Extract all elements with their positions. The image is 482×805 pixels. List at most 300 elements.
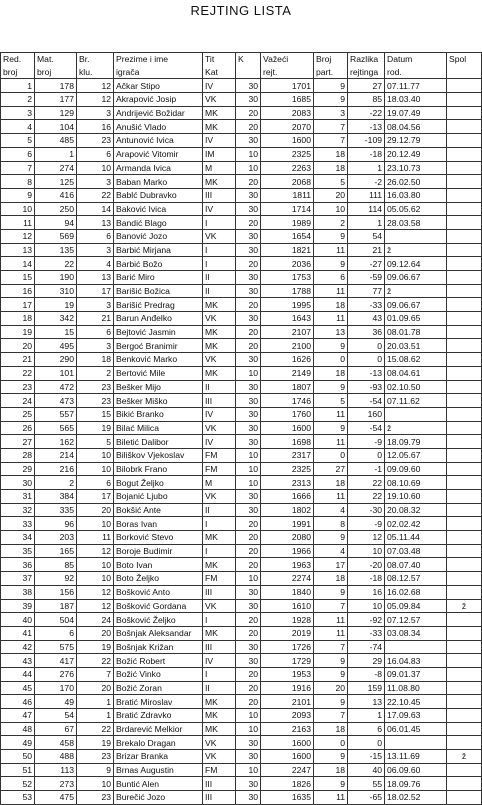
cell-broj-part: 18 xyxy=(314,147,348,161)
cell-razlika-rejtinga: -9 xyxy=(348,435,385,449)
cell-br-klu: 10 xyxy=(77,448,114,462)
cell-k: 10 xyxy=(236,722,261,736)
cell-spol xyxy=(447,257,482,271)
cell-mat-broj: 15 xyxy=(35,325,77,339)
cell-tit-kat: IV xyxy=(203,435,236,449)
cell-broj-part: 0 xyxy=(314,736,348,750)
cell-datum-rod: 20.12.49 xyxy=(385,147,447,161)
cell-mat-broj: 203 xyxy=(35,531,77,545)
header-k xyxy=(236,66,261,79)
cell-tit-kat: III xyxy=(203,777,236,791)
cell-razlika-rejtinga: 1 xyxy=(348,216,385,230)
cell-prezime-ime: Ačkar Stipo xyxy=(114,79,203,93)
table-row xyxy=(1,257,482,271)
cell-br-klu: 4 xyxy=(77,257,114,271)
cell-mat-broj: 335 xyxy=(35,503,77,517)
cell-datum-rod: 02.10.50 xyxy=(385,380,447,394)
cell-broj-part: 13 xyxy=(314,325,348,339)
cell-broj-part: 7 xyxy=(314,134,348,148)
header-razlika-rejtinga: rejtinga xyxy=(348,66,385,79)
cell-tit-kat: VK xyxy=(203,353,236,367)
cell-k: 30 xyxy=(236,750,261,764)
cell-broj-part: 17 xyxy=(314,558,348,572)
cell-vazeci-rejt: 1714 xyxy=(261,202,314,216)
cell-vazeci-rejt: 2019 xyxy=(261,626,314,640)
cell-tit-kat: MK xyxy=(203,106,236,120)
table-row xyxy=(1,366,482,380)
cell-vazeci-rejt: 2036 xyxy=(261,257,314,271)
page-title: REJTING LISTA xyxy=(190,3,292,18)
cell-vazeci-rejt: 1746 xyxy=(261,394,314,408)
cell-broj-part: 9 xyxy=(314,695,348,709)
cell-k: 30 xyxy=(236,421,261,435)
table-row xyxy=(1,531,482,545)
cell-spol xyxy=(447,93,482,107)
cell-k: 30 xyxy=(236,79,261,93)
cell-prezime-ime: Boto Ivan xyxy=(114,558,203,572)
cell-razlika-rejtinga: -74 xyxy=(348,640,385,654)
cell-datum-rod: 16.03.80 xyxy=(385,188,447,202)
cell-spol xyxy=(447,421,482,435)
cell-datum-rod: ž xyxy=(385,243,447,257)
cell-broj-part: 9 xyxy=(314,79,348,93)
cell-prezime-ime: Božić Zoran xyxy=(114,681,203,695)
cell-datum-rod: 19.10.60 xyxy=(385,490,447,504)
cell-tit-kat: MK xyxy=(203,722,236,736)
cell-br-klu: 20 xyxy=(77,626,114,640)
cell-razlika-rejtinga: 16 xyxy=(348,585,385,599)
cell-mat-broj: 177 xyxy=(35,93,77,107)
cell-broj-part: 4 xyxy=(314,503,348,517)
cell-br-klu: 3 xyxy=(77,175,114,189)
cell-vazeci-rejt: 1626 xyxy=(261,353,314,367)
cell-br-klu: 7 xyxy=(77,667,114,681)
cell-broj-part: 9 xyxy=(314,531,348,545)
cell-vazeci-rejt: 1698 xyxy=(261,435,314,449)
cell-mat-broj: 458 xyxy=(35,736,77,750)
cell-br-klu: 18 xyxy=(77,353,114,367)
cell-k: 10 xyxy=(236,366,261,380)
cell-mat-broj: 475 xyxy=(35,791,77,805)
table-row xyxy=(1,106,482,120)
cell-spol xyxy=(447,106,482,120)
cell-k: 20 xyxy=(236,298,261,312)
cell-vazeci-rejt: 1840 xyxy=(261,585,314,599)
cell-mat-broj: 190 xyxy=(35,271,77,285)
cell-mat-broj: 250 xyxy=(35,202,77,216)
cell-prezime-ime: Božić Robert xyxy=(114,654,203,668)
cell-tit-kat: III xyxy=(203,585,236,599)
cell-tit-kat: III xyxy=(203,640,236,654)
cell-vazeci-rejt: 2325 xyxy=(261,462,314,476)
cell-spol xyxy=(447,572,482,586)
cell-tit-kat: MK xyxy=(203,558,236,572)
cell-tit-kat: IV xyxy=(203,202,236,216)
cell-datum-rod: 08.07.40 xyxy=(385,558,447,572)
cell-br-klu: 6 xyxy=(77,229,114,243)
cell-razlika-rejtinga: 13 xyxy=(348,695,385,709)
cell-prezime-ime: Barišić Božica xyxy=(114,284,203,298)
cell-br-klu: 24 xyxy=(77,613,114,627)
cell-datum-rod: 02.02.42 xyxy=(385,517,447,531)
cell-tit-kat: IV xyxy=(203,134,236,148)
table-row xyxy=(1,448,482,462)
cell-prezime-ime: Borković Stevo xyxy=(114,531,203,545)
cell-mat-broj: 273 xyxy=(35,777,77,791)
cell-red-broj: 6 xyxy=(1,147,35,161)
cell-razlika-rejtinga: -93 xyxy=(348,380,385,394)
cell-spol xyxy=(447,353,482,367)
cell-red-broj: 10 xyxy=(1,202,35,216)
cell-red-broj: 30 xyxy=(1,476,35,490)
table-row xyxy=(1,462,482,476)
cell-k: 20 xyxy=(236,120,261,134)
cell-razlika-rejtinga: 0 xyxy=(348,448,385,462)
cell-red-broj: 9 xyxy=(1,188,35,202)
cell-broj-part: 18 xyxy=(314,298,348,312)
cell-red-broj: 20 xyxy=(1,339,35,353)
cell-mat-broj: 125 xyxy=(35,175,77,189)
cell-prezime-ime: Burečić Jozo xyxy=(114,791,203,805)
header-br-klu: klu. xyxy=(77,66,114,79)
cell-k: 20 xyxy=(236,613,261,627)
cell-broj-part: 10 xyxy=(314,202,348,216)
table-row xyxy=(1,585,482,599)
cell-tit-kat: VK xyxy=(203,599,236,613)
cell-vazeci-rejt: 2080 xyxy=(261,531,314,545)
cell-broj-part: 5 xyxy=(314,175,348,189)
cell-mat-broj: 1 xyxy=(35,147,77,161)
cell-broj-part: 18 xyxy=(314,476,348,490)
cell-br-klu: 20 xyxy=(77,503,114,517)
cell-k: 30 xyxy=(236,312,261,326)
cell-razlika-rejtinga: 77 xyxy=(348,284,385,298)
cell-prezime-ime: Bešker Mijo xyxy=(114,380,203,394)
cell-prezime-ime: Bilać Milica xyxy=(114,421,203,435)
cell-spol xyxy=(447,120,482,134)
cell-vazeci-rejt: 2163 xyxy=(261,722,314,736)
cell-mat-broj: 472 xyxy=(35,380,77,394)
cell-br-klu: 19 xyxy=(77,736,114,750)
cell-red-broj: 26 xyxy=(1,421,35,435)
cell-red-broj: 34 xyxy=(1,531,35,545)
table-row xyxy=(1,791,482,805)
cell-broj-part: 2 xyxy=(314,216,348,230)
header-red-broj: Red. xyxy=(1,53,35,66)
cell-br-klu: 23 xyxy=(77,750,114,764)
cell-mat-broj: 565 xyxy=(35,421,77,435)
cell-red-broj: 41 xyxy=(1,626,35,640)
cell-br-klu: 13 xyxy=(77,271,114,285)
cell-prezime-ime: Bablć Dubravko xyxy=(114,188,203,202)
cell-k: 30 xyxy=(236,353,261,367)
cell-prezime-ime: Barun Anđelko xyxy=(114,312,203,326)
cell-k: 10 xyxy=(236,763,261,777)
cell-razlika-rejtinga: 10 xyxy=(348,599,385,613)
cell-datum-rod: 20.03.51 xyxy=(385,339,447,353)
header-spol: Spol xyxy=(447,53,482,66)
cell-br-klu: 22 xyxy=(77,188,114,202)
cell-razlika-rejtinga: -13 xyxy=(348,366,385,380)
cell-vazeci-rejt: 1807 xyxy=(261,380,314,394)
cell-spol xyxy=(447,435,482,449)
cell-datum-rod: ž xyxy=(385,421,447,435)
cell-prezime-ime: Božić Vinko xyxy=(114,667,203,681)
cell-vazeci-rejt: 1991 xyxy=(261,517,314,531)
cell-k: 30 xyxy=(236,243,261,257)
cell-mat-broj: 384 xyxy=(35,490,77,504)
cell-k: 30 xyxy=(236,229,261,243)
cell-red-broj: 21 xyxy=(1,353,35,367)
cell-datum-rod: 08.04.56 xyxy=(385,120,447,134)
cell-prezime-ime: Armanda Ivica xyxy=(114,161,203,175)
cell-broj-part: 20 xyxy=(314,188,348,202)
table-row xyxy=(1,572,482,586)
cell-tit-kat: MK xyxy=(203,366,236,380)
cell-vazeci-rejt: 2317 xyxy=(261,448,314,462)
cell-red-broj: 51 xyxy=(1,763,35,777)
cell-br-klu: 10 xyxy=(77,558,114,572)
header-br-klu: Br. xyxy=(77,53,114,66)
cell-prezime-ime: Bojanić Ljubo xyxy=(114,490,203,504)
cell-datum-rod xyxy=(385,407,447,421)
table-row xyxy=(1,271,482,285)
cell-br-klu: 1 xyxy=(77,695,114,709)
cell-k: 20 xyxy=(236,517,261,531)
cell-datum-rod: 28.03.58 xyxy=(385,216,447,230)
cell-br-klu: 3 xyxy=(77,298,114,312)
cell-spol xyxy=(447,585,482,599)
cell-prezime-ime: Bokšić Ante xyxy=(114,503,203,517)
table-row xyxy=(1,353,482,367)
table-row xyxy=(1,763,482,777)
cell-k: 30 xyxy=(236,640,261,654)
cell-mat-broj: 569 xyxy=(35,229,77,243)
cell-razlika-rejtinga: 27 xyxy=(348,79,385,93)
cell-mat-broj: 113 xyxy=(35,763,77,777)
cell-br-klu: 12 xyxy=(77,79,114,93)
cell-vazeci-rejt: 1600 xyxy=(261,736,314,750)
cell-br-klu: 22 xyxy=(77,722,114,736)
cell-datum-rod: 11.08.80 xyxy=(385,681,447,695)
cell-br-klu: 10 xyxy=(77,572,114,586)
cell-vazeci-rejt: 1729 xyxy=(261,654,314,668)
cell-prezime-ime: Brizar Branka xyxy=(114,750,203,764)
cell-razlika-rejtinga: 22 xyxy=(348,476,385,490)
cell-datum-rod: 05.09.84 xyxy=(385,599,447,613)
cell-br-klu: 10 xyxy=(77,777,114,791)
cell-spol xyxy=(447,722,482,736)
cell-mat-broj: 488 xyxy=(35,750,77,764)
cell-razlika-rejtinga: 85 xyxy=(348,93,385,107)
table-row xyxy=(1,777,482,791)
cell-k: 10 xyxy=(236,462,261,476)
cell-red-broj: 50 xyxy=(1,750,35,764)
cell-red-broj: 35 xyxy=(1,544,35,558)
cell-razlika-rejtinga: 1 xyxy=(348,161,385,175)
cell-br-klu: 3 xyxy=(77,106,114,120)
cell-red-broj: 31 xyxy=(1,490,35,504)
cell-mat-broj: 49 xyxy=(35,695,77,709)
table-row xyxy=(1,284,482,298)
cell-k: 30 xyxy=(236,271,261,285)
table-row xyxy=(1,626,482,640)
cell-red-broj: 43 xyxy=(1,654,35,668)
cell-razlika-rejtinga: -18 xyxy=(348,147,385,161)
cell-br-klu: 17 xyxy=(77,490,114,504)
table-row xyxy=(1,79,482,93)
cell-vazeci-rejt: 2083 xyxy=(261,106,314,120)
cell-prezime-ime: Bikić Branko xyxy=(114,407,203,421)
cell-datum-rod xyxy=(385,736,447,750)
cell-mat-broj: 6 xyxy=(35,626,77,640)
cell-spol xyxy=(447,394,482,408)
cell-vazeci-rejt: 1928 xyxy=(261,613,314,627)
cell-razlika-rejtinga: 1 xyxy=(348,709,385,723)
cell-red-broj: 5 xyxy=(1,134,35,148)
table-row xyxy=(1,380,482,394)
cell-prezime-ime: Buntić Alen xyxy=(114,777,203,791)
cell-spol xyxy=(447,490,482,504)
cell-vazeci-rejt: 1643 xyxy=(261,312,314,326)
cell-spol xyxy=(447,531,482,545)
cell-red-broj: 44 xyxy=(1,667,35,681)
cell-broj-part: 5 xyxy=(314,394,348,408)
cell-vazeci-rejt: 2149 xyxy=(261,366,314,380)
cell-br-klu: 12 xyxy=(77,93,114,107)
cell-spol xyxy=(447,763,482,777)
cell-broj-part: 18 xyxy=(314,763,348,777)
cell-tit-kat: MK xyxy=(203,695,236,709)
cell-prezime-ime: Bošnjak Aleksandar xyxy=(114,626,203,640)
cell-br-klu: 22 xyxy=(77,654,114,668)
cell-k: 20 xyxy=(236,106,261,120)
cell-prezime-ime: Barić Miro xyxy=(114,271,203,285)
cell-br-klu: 1 xyxy=(77,709,114,723)
cell-red-broj: 7 xyxy=(1,161,35,175)
cell-datum-rod: 05.11.44 xyxy=(385,531,447,545)
cell-datum-rod: 08.12.57 xyxy=(385,572,447,586)
cell-red-broj: 22 xyxy=(1,366,35,380)
table-row xyxy=(1,476,482,490)
cell-br-klu: 10 xyxy=(77,462,114,476)
cell-vazeci-rejt: 2068 xyxy=(261,175,314,189)
cell-red-broj: 33 xyxy=(1,517,35,531)
cell-datum-rod: 15.08.62 xyxy=(385,353,447,367)
cell-razlika-rejtinga: 21 xyxy=(348,243,385,257)
cell-razlika-rejtinga: 10 xyxy=(348,544,385,558)
cell-tit-kat: VK xyxy=(203,312,236,326)
cell-prezime-ime: Brnas Augustin xyxy=(114,763,203,777)
cell-br-klu: 6 xyxy=(77,325,114,339)
cell-vazeci-rejt: 1966 xyxy=(261,544,314,558)
cell-prezime-ime: Benković Marko xyxy=(114,353,203,367)
cell-razlika-rejtinga: 159 xyxy=(348,681,385,695)
cell-mat-broj: 342 xyxy=(35,312,77,326)
cell-razlika-rejtinga: 0 xyxy=(348,339,385,353)
table-row xyxy=(1,421,482,435)
cell-datum-rod: 29.12.79 xyxy=(385,134,447,148)
cell-red-broj: 15 xyxy=(1,271,35,285)
header-red-broj: broj xyxy=(1,66,35,79)
table-body xyxy=(1,79,482,804)
header-mat-broj: Mat. xyxy=(35,53,77,66)
header-spol xyxy=(447,66,482,79)
cell-spol xyxy=(447,626,482,640)
cell-k: 20 xyxy=(236,558,261,572)
cell-spol xyxy=(447,640,482,654)
cell-red-broj: 17 xyxy=(1,298,35,312)
cell-red-broj: 2 xyxy=(1,93,35,107)
cell-spol xyxy=(447,339,482,353)
cell-k: 20 xyxy=(236,531,261,545)
header-razlika-rejtinga: Razlika xyxy=(348,53,385,66)
cell-broj-part: 7 xyxy=(314,709,348,723)
cell-mat-broj: 504 xyxy=(35,613,77,627)
cell-spol: ž xyxy=(447,750,482,764)
cell-spol xyxy=(447,380,482,394)
cell-mat-broj: 104 xyxy=(35,120,77,134)
cell-br-klu: 5 xyxy=(77,435,114,449)
cell-br-klu: 21 xyxy=(77,312,114,326)
cell-prezime-ime: Bogut Željko xyxy=(114,476,203,490)
cell-datum-rod: 09.12.64 xyxy=(385,257,447,271)
cell-vazeci-rejt: 1666 xyxy=(261,490,314,504)
cell-prezime-ime: Bošković Gordana xyxy=(114,599,203,613)
cell-br-klu: 10 xyxy=(77,161,114,175)
cell-mat-broj: 67 xyxy=(35,722,77,736)
cell-prezime-ime: Baban Marko xyxy=(114,175,203,189)
cell-red-broj: 14 xyxy=(1,257,35,271)
cell-prezime-ime: Barbić Božo xyxy=(114,257,203,271)
cell-razlika-rejtinga: -92 xyxy=(348,613,385,627)
header-vazeci-rejt: Važeći xyxy=(261,53,314,66)
cell-prezime-ime: Akrapović Josip xyxy=(114,93,203,107)
cell-tit-kat: MK xyxy=(203,325,236,339)
cell-vazeci-rejt: 1610 xyxy=(261,599,314,613)
cell-razlika-rejtinga: -8 xyxy=(348,667,385,681)
cell-tit-kat: MK xyxy=(203,709,236,723)
cell-vazeci-rejt: 2247 xyxy=(261,763,314,777)
cell-razlika-rejtinga: 54 xyxy=(348,229,385,243)
cell-prezime-ime: Barišić Predrag xyxy=(114,298,203,312)
cell-razlika-rejtinga: 160 xyxy=(348,407,385,421)
cell-broj-part: 18 xyxy=(314,572,348,586)
cell-razlika-rejtinga: -30 xyxy=(348,503,385,517)
cell-spol xyxy=(447,284,482,298)
cell-tit-kat: I xyxy=(203,243,236,257)
cell-datum-rod: 17.09.63 xyxy=(385,709,447,723)
cell-br-klu: 23 xyxy=(77,394,114,408)
cell-datum-rod: 16.02.68 xyxy=(385,585,447,599)
rating-table xyxy=(0,52,482,805)
cell-br-klu: 12 xyxy=(77,599,114,613)
cell-datum-rod: 06.01.45 xyxy=(385,722,447,736)
cell-mat-broj: 178 xyxy=(35,79,77,93)
table-row xyxy=(1,503,482,517)
cell-datum-rod: 20.08.32 xyxy=(385,503,447,517)
cell-spol xyxy=(447,366,482,380)
cell-spol xyxy=(447,681,482,695)
cell-br-klu: 23 xyxy=(77,134,114,148)
cell-razlika-rejtinga: -54 xyxy=(348,421,385,435)
cell-vazeci-rejt: 1600 xyxy=(261,134,314,148)
cell-spol xyxy=(447,325,482,339)
cell-datum-rod xyxy=(385,229,447,243)
cell-red-broj: 25 xyxy=(1,407,35,421)
cell-red-broj: 28 xyxy=(1,448,35,462)
cell-tit-kat: MK xyxy=(203,298,236,312)
